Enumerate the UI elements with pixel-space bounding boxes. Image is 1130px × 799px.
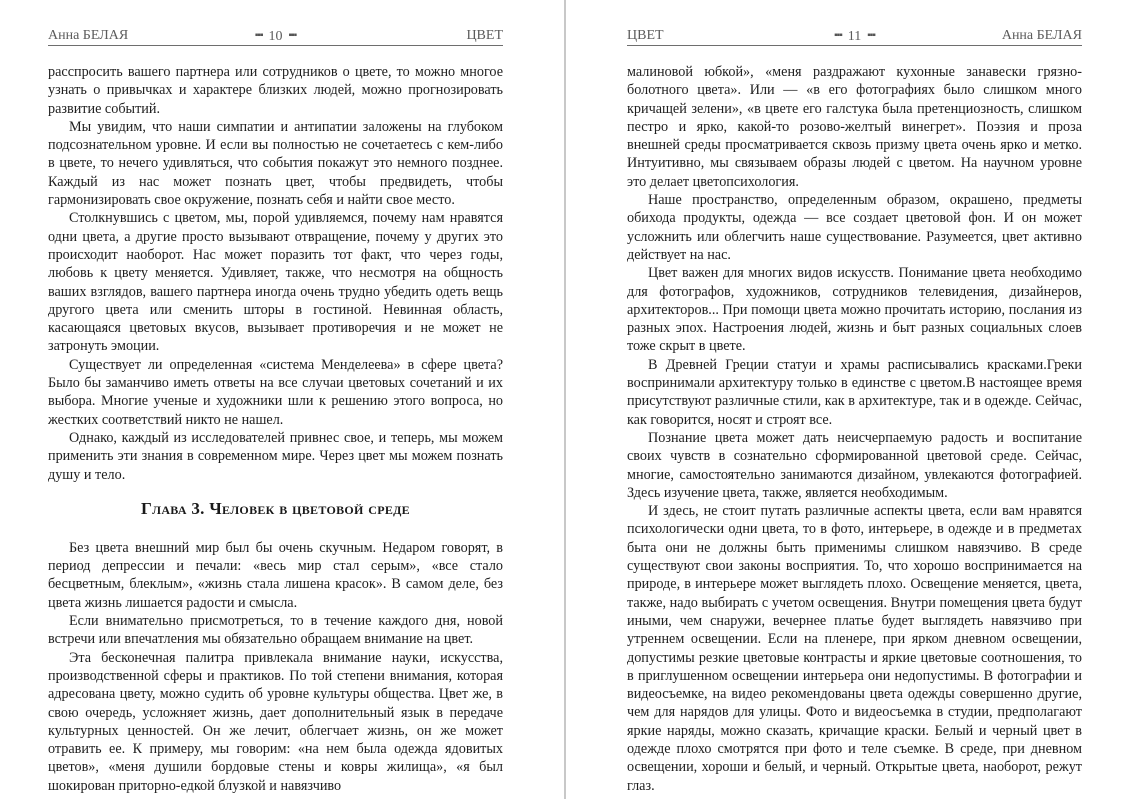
paragraph: Столкнувшись с цветом, мы, порой удивляемся, почему нам нравятся одни цвета, а другие просто вызывают отвращение, почему у других это происходит наоборот. Нас может поразить тот факт, что через годы, любовь к цвету меняется. Удивляет, также, что несмотря на общность ваших взглядов, вашего партнера иногда очень трудно убедить одеть вещь другого цвета или сменить шторы в гостиной. Невинная область, касающаяся цветовых вкусов, вызывает противоречия и не может не затронуть эмоции.: [48, 210, 503, 355]
folio-ornament-icon: ▪▪▪: [254, 30, 263, 41]
left-running-head: [48, 27, 503, 46]
paragraph: Цвет важен для многих видов искусств. Понимание цвета необходимо для фотографов, художников, сотрудников телевидения, дизайнеров, архитекторов... При помощи цвета можно прочитать историю, послания из разных эпох. Настроения людей, жизнь и быт разных социальных слоев тоже скрыт в цвете.: [627, 265, 1082, 355]
paragraph: Без цвета внешний мир был бы очень скучным. Недаром говорят, в период депрессии и печали: «весь мир стал серым», «все стало бесцветным, блеклым», «жизнь стала лишена красок». В самом деле, без цвета жизнь лишается радости и смысла.: [48, 539, 503, 611]
folio-ornament-icon: ▪▪▪: [867, 30, 875, 41]
left-page: [48, 0, 503, 799]
paragraph: Однако, каждый из исследователей привнес свое, и теперь, мы можем применить эти знания в современном мире. Через цвет мы можем познать душу и тело.: [48, 429, 503, 483]
paragraph: Мы увидим, что наши симпатии и антипатии заложены на глубоком подсознательном уровне. И если вы полностью не сочетаетесь с кем-либо в цвете, то нечего удивляться, что события покажут это немного позднее. Каждый из нас может познать цвет, чтобы предвидеть, чтобы гармонизировать свое окружение, познать себя и найти свое место.: [48, 118, 503, 209]
paragraph: В Древней Греции статуи и храмы расписывались красками.Греки воспринимали архитектуру только в единстве с цветом.В настоящее время присутствуют различные стили, как в архитектуре, так и в одежде. Сейчас, как говорится, носят и строят все.: [627, 356, 1082, 428]
running-head-title: ЦВЕТ: [466, 28, 503, 43]
paragraph: малиновой юбкой», «меня раздражают кухонные занавески грязно-болотного цвета». Или — «в его фотографиях было слишком много кричащей зелени», «в цвете его галстука была претенциозность, слишком пестро и ярко, какой-то розово-желтый винегрет». Поэзия и проза внешней среды просматривается сквозь призму цвета очень ярко и метко. Интуитивно, мы связываем образы людей с цветом. На научном уровне это делает цветопсихология.: [627, 64, 1082, 190]
folio-ornament-icon: ▪▪▪: [834, 30, 842, 41]
paragraph: расспросить вашего партнера или сотрудников о цвете, то можно многое узнать о привычках и характере близких людей, можно прогнозировать развитие событий.: [48, 64, 503, 117]
right-running-head: [627, 27, 1082, 46]
page-number: 11: [847, 29, 862, 44]
right-body-text: [627, 63, 1082, 795]
paragraph: Наше пространство, определенным образом, окрашено, предметы обихода продукты, одежда — все создает цветовой фон. И он может усложнить или облегчить наше существование. Разумеется, цвет активно действует на нас.: [627, 192, 1082, 263]
folio-ornament-icon: ▪▪▪: [288, 30, 297, 41]
paragraph: И здесь, не стоит путать различные аспекты цвета, если вам нравятся психологически одни цвета, то в фото, интерьере, в одежде и в предметах быта они не должны быть применимы слишком навязчиво. В среде существуют свои законы восприятия. То, что хорошо воспринимается на природе, в интерьере может выглядеть плохо. Освещение меняется, цвета, также, надо выбирать с учетом освещения. Внутри помещения цвета будут иными, чем снаружи, вечернее платье будет выглядеть навязчиво при утреннем освещении. Если на пленере, при ярком дневном освещении, допустимы резкие цветовые контрасты и яркие цветовые соотношения, то в приглушенном освещении интерьера они недопустимы. В фотографии и видеосъемке, на видео рекомендованы цвета одежды совершенно другие, чем для нарядов для улицы. Фото и видеосъемка в студии, предполагают яркие наряды, можно сказать, кричащие краски. Белый и черный цвет в одежде плохо смотрятся при фото и теле съемке. В среде, при дневном освещении, хороши и белый, и черный. Открытые цвета, наоборот, режут глаз.: [627, 503, 1082, 794]
running-head-author: Анна БЕЛАЯ: [48, 28, 129, 43]
paragraph: Если внимательно присмотреться, то в течение каждого дня, новой встречи или впечатления мы обязательно обращаем внимание на цвет.: [48, 613, 503, 648]
chapter-heading: Глава 3. Человек в цветовой среде: [140, 498, 410, 518]
page-number: 10: [268, 29, 283, 44]
paragraph: Эта бесконечная палитра привлекала внимание науки, искусства, производственной сферы и практиков. По той степени внимания, которая адресована цвету, можно судить об уровне культуры общества. Цвет же, в свою очередь, усложняет жизнь, дает дополнительный язык в передаче культурных ценностей. Он же лечит, облегчает жизнь, он же может отравить ее. К примеру, мы говорим: «на нем была одежда ядовитых цветов», «меня душили бордовые стены и ковры жилища», «я был шокирован приторно-едкой блузкой и навязчиво: [48, 649, 503, 794]
running-head-title: ЦВЕТ: [627, 28, 664, 43]
paragraph: Существует ли определенная «система Менделеева» в сфере цвета? Было бы заманчиво иметь ответы на все случаи цветовых сочетаний и их выбора. Многие ученые и художники шли к решению этого вопроса, но жестких соответствий никто не нашел.: [48, 356, 503, 428]
paragraph: Познание цвета может дать неисчерпаемую радость и воспитание своих чувств в сознательно сформированной цветовой среде. Сейчас, многие, самостоятельно занимаются дизайном, увлекаются фотографией. Здесь изучение цвета, также, является необходимым.: [627, 429, 1082, 501]
right-page: [627, 0, 1082, 799]
folio: [48, 28, 503, 45]
running-head-author: Анна БЕЛАЯ: [1001, 28, 1082, 43]
page-gutter-divider: [564, 0, 566, 799]
left-body-text: [48, 63, 503, 795]
